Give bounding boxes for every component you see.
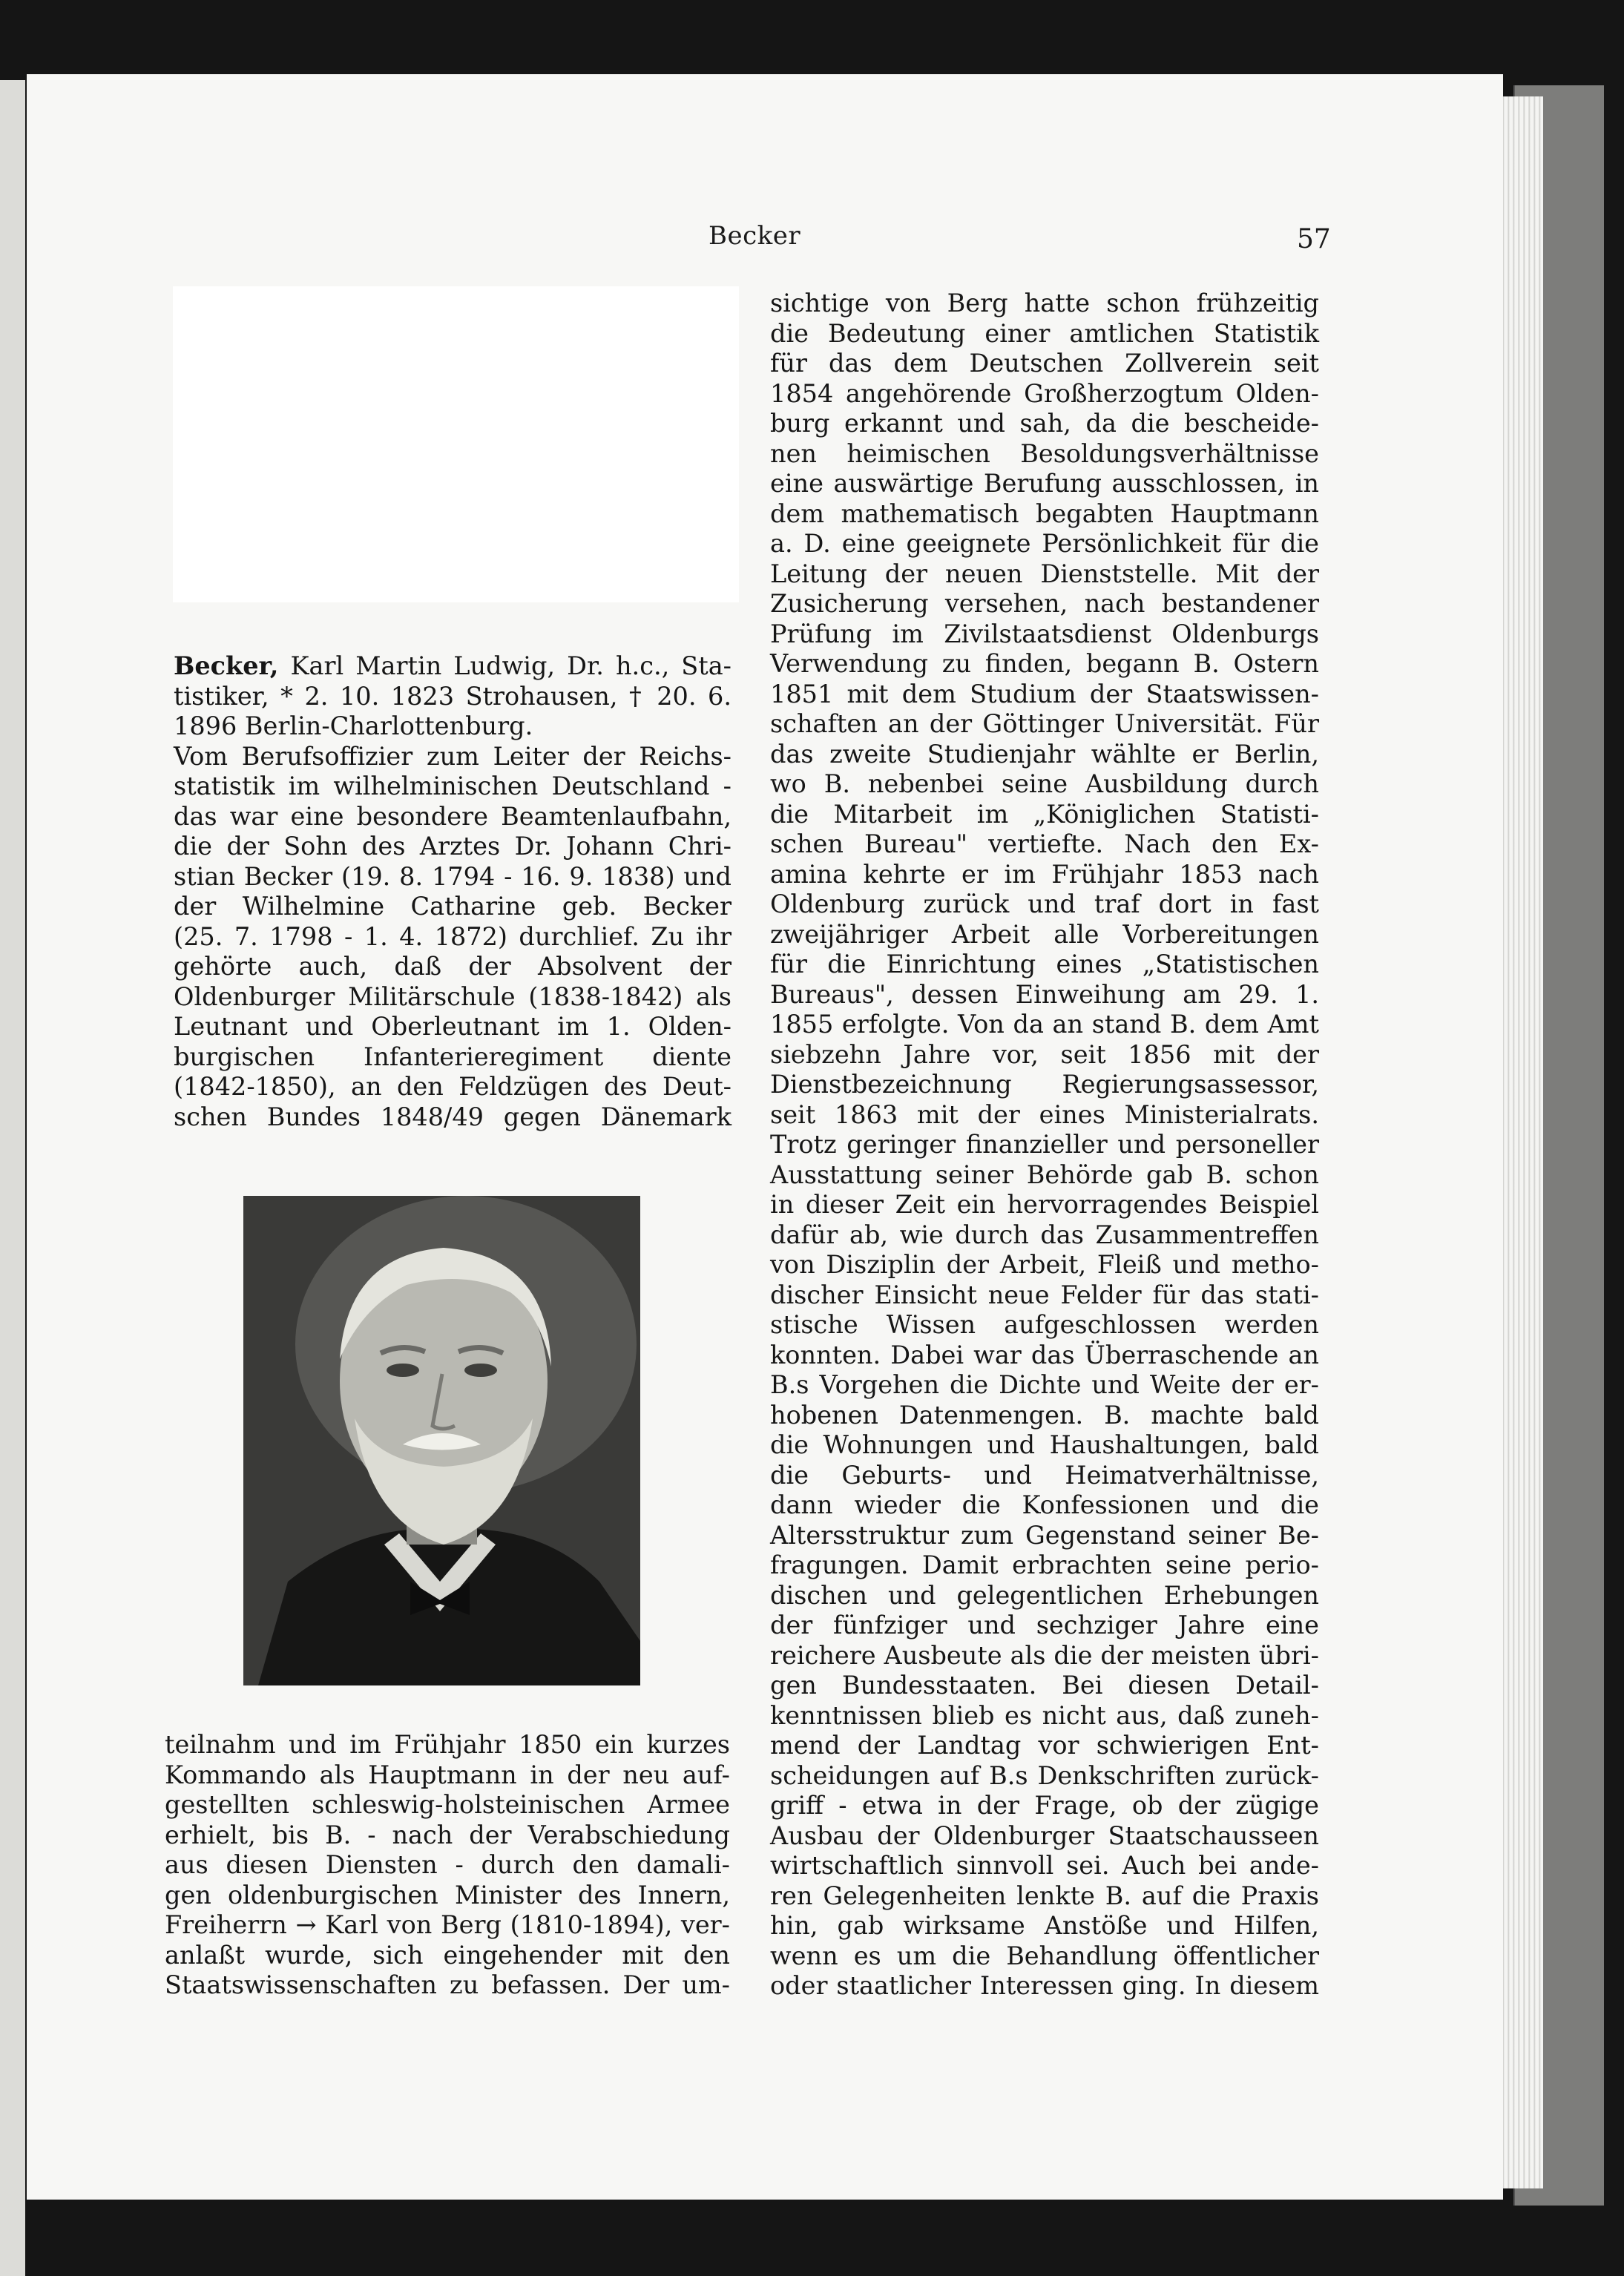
text-line: gen oldenburgischen Minister des Innern, (165, 1880, 730, 1910)
text-line: (25. 7. 1798 - 1. 4. 1872) durchlief. Zu ihr (174, 921, 732, 951)
text-line: die der Sohn des Arztes Dr. Johann Chri- (174, 832, 732, 861)
text-line: Ausstattung seiner Behörde gab B. schon (770, 1160, 1319, 1189)
text-line: Ausbau der Oldenburger Staatschausseen (770, 1821, 1319, 1850)
text-line: gehörte auch, daß der Absolvent der (174, 952, 732, 981)
previous-page-edge (0, 80, 25, 2276)
text-line: hobenen Datenmengen. B. machte bald (770, 1400, 1319, 1430)
portrait-photo (243, 1196, 640, 1685)
text-line: zweijähriger Arbeit alle Vorbereitungen (770, 919, 1319, 949)
text-line: 1854 angehörende Großherzogtum Olden- (770, 378, 1319, 408)
text-line: die Mitarbeit im „Königlichen Statisti- (770, 799, 1319, 829)
text-line: gen Bundesstaaten. Bei diesen Detail- (770, 1671, 1319, 1700)
text-line: schen Bureau" vertiefte. Nach den Ex- (770, 829, 1319, 858)
text-line: das war eine besondere Beamtenlaufbahn, (174, 801, 732, 831)
text-line: stische Wissen aufgeschlossen werden (770, 1310, 1319, 1339)
text-line: reichere Ausbeute als die der meisten übri- (770, 1640, 1319, 1670)
text-line: fragungen. Damit erbrachten seine perio- (770, 1550, 1319, 1579)
text-line: stian Becker (19. 8. 1794 - 16. 9. 1838) und (174, 861, 732, 891)
text-line: Trotz geringer finanzieller und personeller (770, 1130, 1319, 1159)
text-line: der fünfziger und sechziger Jahre eine (770, 1611, 1319, 1639)
text-line: Prüfung im Zivilstaatsdienst Oldenburgs (770, 619, 1319, 648)
text-line: kenntnissen blieb es nicht aus, daß zuneh- (770, 1700, 1319, 1730)
text-line: Oldenburg zurück und traf dort in fast (770, 889, 1319, 918)
text-line: wenn es um die Behandlung öffentlicher (770, 1941, 1319, 1970)
text-line: aus diesen Diensten - durch den damali- (165, 1850, 730, 1879)
running-head: Becker (709, 221, 801, 251)
text-line: burgischen Infanterieregiment diente (174, 1042, 732, 1071)
text-line: statistik im wilhelminischen Deutschland - (174, 772, 732, 800)
right-column (770, 289, 1319, 2002)
text-line: von Disziplin der Arbeit, Fleiß und metho- (770, 1250, 1319, 1279)
text-line: die Bedeutung einer amtlichen Statistik (770, 318, 1319, 348)
text-line: dafür ab, wie durch das Zusammentreffen (770, 1220, 1319, 1249)
page-number: 57 (1297, 224, 1331, 254)
left-column-top (174, 651, 732, 1132)
text-line: nen heimischen Besoldungsverhältnisse (770, 438, 1319, 468)
text-line: dann wieder die Konfessionen und die (770, 1490, 1319, 1519)
text-line: burg erkannt und sah, da die bescheide- (770, 409, 1319, 438)
text-line: Bureaus", dessen Einweihung am 29. 1. (770, 979, 1319, 1009)
text-line: konnten. Dabei war das Überraschende an (770, 1340, 1319, 1369)
text-line: Leitung der neuen Dienststelle. Mit der (770, 559, 1319, 588)
text-line: (1842-1850), an den Feldzügen des Deut- (174, 1072, 732, 1101)
text-line: 1896 Berlin-Charlottenburg. (174, 711, 533, 740)
text-line: scheidungen auf B.s Denkschriften zurück- (770, 1760, 1319, 1790)
text-line: siebzehn Jahre vor, seit 1856 mit der (770, 1039, 1319, 1069)
text-line: Freiherrn → Karl von Berg (1810-1894), ver- (165, 1910, 730, 1939)
text-line: mend der Landtag vor schwierigen Ent- (770, 1731, 1319, 1760)
text-line: erhielt, bis B. - nach der Verabschiedung (165, 1820, 730, 1849)
text-line: Vom Berufsoffizier zum Leiter der Reichs- (174, 741, 732, 771)
text-line: amina kehrte er im Frühjahr 1853 nach (770, 859, 1319, 889)
text-line: Verwendung zu finden, begann B. Ostern (770, 649, 1319, 678)
entry-name: Becker, (174, 651, 279, 680)
text-line: Staatswissenschaften zu befassen. Der um- (165, 1970, 730, 1999)
text-line: anlaßt wurde, sich eingehender mit den (165, 1940, 730, 1970)
text-line: Dienstbezeichnung Regierungsassessor, (770, 1070, 1319, 1099)
text-line: wo B. nebenbei seine Ausbildung durch (770, 769, 1319, 798)
text-line: Altersstruktur zum Gegenstand seiner Be- (770, 1520, 1319, 1550)
text-line: der Wilhelmine Catharine geb. Becker (174, 892, 732, 921)
text-line: dischen und gelegentlichen Erhebungen (770, 1580, 1319, 1610)
text-line: Kommando als Hauptmann in der neu auf- (165, 1760, 730, 1789)
text-line: ren Gelegenheiten lenkte B. auf die Praxis (770, 1881, 1319, 1910)
text-line: gestellten schleswig-holsteinischen Armee (165, 1790, 730, 1819)
text-line: die Wohnungen und Haushaltungen, bald (770, 1430, 1319, 1459)
text-line: für die Einrichtung eines „Statistischen (770, 950, 1319, 979)
text-line: 1851 mit dem Studium der Staatswissen- (770, 679, 1319, 708)
text-line: Leutnant und Oberleutnant im 1. Olden- (174, 1012, 732, 1041)
text-line: Zusicherung versehen, nach bestandener (770, 589, 1319, 618)
entry-heading-line (174, 651, 732, 682)
left-column-bottom (165, 1730, 730, 2001)
text-line: B.s Vorgehen die Dichte und Weite der er- (770, 1370, 1319, 1399)
text-line: wirtschaftlich sinnvoll sei. Auch bei ande- (770, 1851, 1319, 1880)
entry-heading-rest: Karl Martin Ludwig, Dr. h.c., Sta- (278, 651, 732, 680)
text-line: a. D. eine geeignete Persönlichkeit für die (770, 529, 1319, 558)
text-line: seit 1863 mit der eines Ministerialrats. (770, 1099, 1319, 1129)
text-line: schen Bundes 1848/49 gegen Dänemark (174, 1102, 732, 1131)
redacted-area (173, 286, 739, 602)
text-line: dem mathematisch begabten Hauptmann (770, 499, 1319, 528)
text-line: teilnahm und im Frühjahr 1850 ein kurzes (165, 1730, 730, 1759)
text-line: die Geburts- und Heimatverhältnisse, (770, 1460, 1319, 1490)
text-line: tistiker, * 2. 10. 1823 Strohausen, † 20. 6. (174, 681, 732, 711)
text-line: griff - etwa in der Frage, ob der zügige (770, 1791, 1319, 1820)
text-line: hin, gab wirksame Anstöße und Hilfen, (770, 1911, 1319, 1940)
text-line: discher Einsicht neue Felder für das stati- (770, 1280, 1319, 1309)
text-line: für das dem Deutschen Zollverein seit (770, 349, 1319, 378)
text-line: sichtige von Berg hatte schon frühzeitig (770, 289, 1319, 318)
text-line: oder staatlicher Interessen ging. In diesem (770, 1971, 1319, 2000)
text-line: das zweite Studienjahr wählte er Berlin, (770, 739, 1319, 769)
portrait-illustration (243, 1196, 640, 1685)
text-line: eine auswärtige Berufung ausschlossen, in (770, 469, 1319, 498)
text-line: Oldenburger Militärschule (1838-1842) als (174, 981, 732, 1011)
text-line: in dieser Zeit ein hervorragendes Beispiel (770, 1190, 1319, 1219)
text-line: 1855 erfolgte. Von da an stand B. dem Amt (770, 1010, 1319, 1039)
text-line: schaften an der Göttinger Universität. Für (770, 709, 1319, 738)
